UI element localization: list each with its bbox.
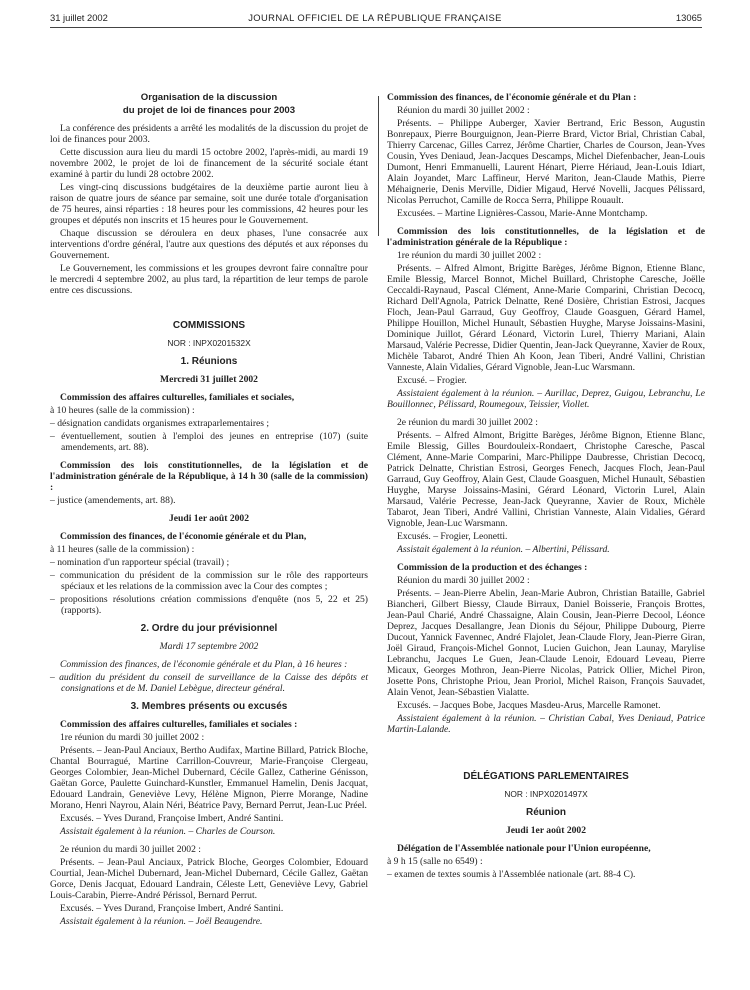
commission-title: Commission des affaires culturelles, familiales et sociales :: [60, 719, 298, 730]
header-journal-title: JOURNAL OFFICIEL DE LA RÉPUBLIQUE FRANÇAISE: [248, 12, 502, 23]
agenda-item: – audition du président du conseil de surveillance de la Caisse des dépôts et consignations et de M. Daniel Lebègue, directeur général.: [50, 672, 368, 694]
commission-subtitle: à 11 heures (salle de la commission) :: [50, 544, 195, 555]
left-column: [50, 92, 368, 929]
meeting-label: 1re réunion du mardi 30 juillet 2002 :: [60, 732, 205, 743]
commission-title: Commission des lois constitutionnelles, de la législation et de l'administration générale de la République :: [387, 226, 705, 248]
meeting-label: 2e réunion du mardi 30 juillet 2002 :: [60, 844, 201, 855]
page-header: [0, 12, 750, 26]
header-rule: [50, 27, 702, 28]
commission-title: Commission des finances, de l'économie générale et du Plan :: [387, 92, 637, 103]
org-title-line1: Organisation de la discussion: [140, 92, 278, 103]
presents-list: Présents. – Alfred Almont, Brigitte Barèges, Jérôme Bignon, Etienne Blanc, Emile Blessig, Gilles Bourdouleix-Rondaert, Christophe Caresche, Pascal Clément, Anne-Marie Comparini, Marc-Philippe Daubresse, Christian Decocq, Patrick Delnatte, Christian Estrosi, Georges Fenech, Jacques Floch, Jean-Paul Garraud, Guy Geoffroy, Alain Gest, Claude Goasguen, Michel Hunault, Sébastien Huyghe, Maryse Joissains-Masini, Gérard Léonard, Victorin Lurel, Alain Marsaud, Valérie Pecresse, Jean-Jack Queyranne, Xavier de Roux, Michèle Tabarot, Jean Tiberi, André Vallini, Christian Vanneste, Alain Vidalies, Gérard Vignoble, Jean-Luc Warsmann.: [387, 430, 705, 529]
membres-heading: 3. Membres présents ou excusés: [130, 701, 288, 712]
delegation-title: Délégation de l'Assemblée nationale pour l'Union européenne,: [397, 843, 651, 854]
commission-title: Commission des finances, de l'économie générale et du Plan,: [60, 531, 307, 542]
presents-list: Présents. – Philippe Auberger, Xavier Bertrand, Eric Besson, Augustin Bonrepaux, Pierre Bourguignon, Jean-Pierre Brard, Victor Brial, Christian Cabal, Thierry Carcenac, Gilles Carrez, Jérôme Chartier, Charles de Courson, Jean-Yves Cousin, Yves Deniaud, Jean-Jacques Descamps, Michel Diefenbacher, Jean-Louis Dumont, Henri Emmanuelli, Laurent Hénart, Pierre Hériaud, Jean-Louis Idiart, Alain Joyandet, Marc Laffineur, Hervé Mariton, Jean-Claude Mathis, Pierre Méhaignerie, Denis Merville, Didier Migaud, Hervé Novelli, Jacques Pélissard, Nicolas Perruchot, Camille de Rocca Serra, Philippe Rouault.: [387, 118, 705, 206]
column-divider: [378, 96, 379, 236]
commission-title: Commission des lois constitutionnelles, de la législation et de l'administration générale de la République, à 14 h 30 (salle de la commission) :: [50, 460, 368, 493]
excuses-list: Excusés. – Yves Durand, Françoise Imbert, André Santini.: [60, 903, 284, 914]
commissions-heading: COMMISSIONS: [172, 320, 246, 331]
excuses-list: Excusés. – Jacques Bobe, Jacques Masdeu-Arus, Marcelle Ramonet.: [397, 700, 661, 711]
presents-list: Présents. – Jean-Pierre Abelin, Jean-Marie Aubron, Christian Bataille, Gabriel Biancheri, Gilbert Biessy, Claude Birraux, Daniel Boisserie, François Brottes, Jean-Paul Charié, André Chassaigne, Alain Cousin, Jean-Pierre Decool, Léonce Deprez, Jacques Desallangre, Jean Dionis du Séjour, Philippe Dubourg, Pierre Ducout, Yannick Favennec, André Flajolet, Jean-Claude Flory, Jean-Pierre Giran, Joël Giraud, François-Michel Gonnot, Lucien Guichon, Jean Launay, Marylise Lebranchu, Jacques Le Guen, Jean-Claude Lenoir, Edouard Leveau, Pierre Micaux, Georges Mothron, Jean-Pierre Nicolas, Patrick Ollier, Michel Piron, Josette Pons, Christophe Priou, Jean Proriol, Michel Raison, François Sauvadet, Alain Venot, Jean-Sébastien Vialatte.: [387, 588, 705, 698]
meeting-label: Réunion du mardi 30 juillet 2002 :: [397, 105, 530, 116]
date-heading: Jeudi 1er août 2002: [505, 825, 587, 836]
meeting-label: 2e réunion du mardi 30 juillet 2002 :: [397, 417, 538, 428]
meeting-label: 1re réunion du mardi 30 juillet 2002 :: [397, 250, 542, 261]
header-date: 31 juillet 2002: [50, 12, 108, 23]
org-paragraph: Le Gouvernement, les commissions et les groupes devront faire connaître pour le mercredi 4 septembre 2002, au plus tard, la répartition de leur temps de parole entre ces discussions.: [50, 263, 368, 296]
agenda-item: – désignation candidats organismes extraparlementaires ;: [50, 418, 270, 429]
assist-list: Assistaient également à la réunion. – Christian Cabal, Yves Deniaud, Patrice Martin-Lalande.: [387, 713, 705, 735]
nor-reference: NOR : INPX0201497X: [504, 789, 588, 799]
assist-list: Assistait également à la réunion. – Albertini, Pélissard.: [397, 544, 610, 555]
assist-list: Assistaient également à la réunion. – Aurillac, Deprez, Guigou, Lebranchu, Le Bouillonnec, Pélissard, Roumegoux, Teissier, Viollet.: [387, 388, 705, 410]
nor-reference: NOR : INPX0201532X: [167, 338, 251, 348]
agenda-item: – examen de textes soumis à l'Assemblée nationale (art. 88-4 C).: [387, 869, 636, 880]
org-paragraph: Chaque discussion se déroulera en deux phases, l'une consacrée aux interventions d'ordre général, l'autre aux questions des députés et aux réponses du Gouvernement.: [50, 228, 368, 261]
excuses-list: Excusés. – Yves Durand, Françoise Imbert, André Santini.: [60, 813, 284, 824]
org-title-line2: du projet de loi de finances pour 2003: [122, 105, 296, 116]
presents-list: Présents. – Jean-Paul Anciaux, Patrick Bloche, Georges Colombier, Edouard Courtial, Jean-Michel Dubernard, Jean-Michel Dubernard, Cécile Gallez, Gaëtan Gorce, Denis Jacquat, Edouard Landrain, Céleste Lett, Geneviève Levy, Gabriel Louis-Carabin, Pierre-André Périssol, Bernard Perrut.: [50, 857, 368, 901]
delegation-subtitle: à 9 h 15 (salle no 6549) :: [387, 856, 483, 867]
commission-subtitle: à 10 heures (salle de la commission) :: [50, 405, 195, 416]
header-page-number: 13065: [675, 12, 702, 23]
ordre-commission: Commission des finances, de l'économie générale et du Plan, à 16 heures :: [60, 659, 348, 670]
agenda-item: – propositions résolutions création commissions d'enquête (nos 5, 22 et 25) (rapports).: [50, 594, 368, 616]
commission-title: Commission des affaires culturelles, familiales et sociales,: [60, 392, 295, 403]
presents-list: Présents. – Jean-Paul Anciaux, Bertho Audifax, Martine Billard, Patrick Bloche, Chantal Bourragué, Martine Carrillon-Couvreur, Marie-Françoise Clergeau, Georges Colombier, Jean-Michel Dubernard, Cécile Gallez, Catherine Génisson, Gaëtan Gorce, Paulette Guinchard-Kunstler, Emmanuel Hamelin, Denis Jacquat, Edouard Landrain, Geneviève Levy, Hélène Mignon, Pierre Morange, Nadine Morano, Henri Nayrou, Alain Néri, Béatrice Pavy, Bernard Perrut, Jean-Luc Préel.: [50, 745, 369, 811]
agenda-item: – justice (amendements, art. 88).: [50, 495, 176, 506]
delegations-heading: DÉLÉGATIONS PARLEMENTAIRES: [463, 771, 629, 782]
date-heading: Jeudi 1er août 2002: [168, 513, 250, 524]
org-paragraph: La conférence des présidents a arrêté les modalités de la discussion du projet de loi de finances pour 2003.: [50, 123, 368, 145]
org-paragraph: Les vingt-cinq discussions budgétaires de la deuxième partie auront lieu à raison de quatre jours de séance par semaine, soit une durée totale d'organisation de 75 heures, ainsi réparties : 18 heures pour les commissions, 42 heures pour les groupes et députés non inscrits et 15 heures pour le Gouvernement.: [50, 182, 368, 226]
excuses-list: Excusées. – Martine Lignières-Cassou, Marie-Anne Montchamp.: [397, 208, 648, 219]
assist-list: Assistait également à la réunion. – Joël Beaugendre.: [60, 916, 263, 927]
excuses-list: Excusés. – Frogier, Leonetti.: [397, 531, 508, 542]
right-column: [387, 92, 705, 882]
date-heading: Mardi 17 septembre 2002: [159, 641, 259, 652]
presents-list: Présents. – Alfred Almont, Brigitte Barèges, Jérôme Bignon, Etienne Blanc, Emile Blessig, Marcel Bonnot, Michel Buillard, Christophe Caresche, Joëlle Ceccaldi-Raynaud, Pascal Clément, Anne-Marie Comparini, Christian Decocq, Richard Dell'Agnola, Patrick Delnatte, René Dosière, Christian Estrosi, Jacques Floch, Jean-Paul Garraud, Guy Geoffroy, Claude Goasguen, Gérard Hamel, Philippe Houillon, Michel Hunault, Sébastien Huyghe, Maryse Joissains-Masini, Dominique Juillot, Gérard Léonard, Victorin Lurel, Thierry Mariani, Alain Marsaud, Valérie Pecresse, Didier Quentin, Jean-Jack Queyranne, Xavier de Roux, Michèle Tabarot, André Thien Ah Koon, Jean Tiberi, André Vallini, Christian Vanneste, Alain Vidalies, Gérard Vignoble, Jean-Luc Warsmann.: [387, 263, 705, 373]
commission-title: Commission de la production et des échanges :: [397, 562, 588, 573]
assist-list: Assistait également à la réunion. – Charles de Courson.: [60, 826, 276, 837]
excuses-list: Excusé. – Frogier.: [397, 375, 467, 386]
date-heading: Mercredi 31 juillet 2002: [160, 374, 258, 385]
org-paragraph: Cette discussion aura lieu du mardi 15 octobre 2002, l'après-midi, au mardi 19 novembre 2002, le projet de loi de financement de la sécurité sociale étant examiné à partir du lundi 28 octobre 2002.: [50, 147, 368, 180]
agenda-item: – nomination d'un rapporteur spécial (travail) ;: [50, 557, 230, 568]
meeting-label: Réunion du mardi 30 juillet 2002 :: [397, 575, 530, 586]
agenda-item: – communication du président de la commission sur le rôle des rapporteurs spéciaux et les relations de la commission avec la Cour des comptes ;: [50, 570, 368, 592]
reunions-heading: 1. Réunions: [180, 356, 238, 367]
reunion-heading: Réunion: [526, 807, 566, 818]
ordre-heading: 2. Ordre du jour prévisionnel: [140, 623, 278, 634]
agenda-item: – éventuellement, soutien à l'emploi des jeunes en entreprise (107) (suite amendements, art. 88).: [50, 431, 368, 453]
